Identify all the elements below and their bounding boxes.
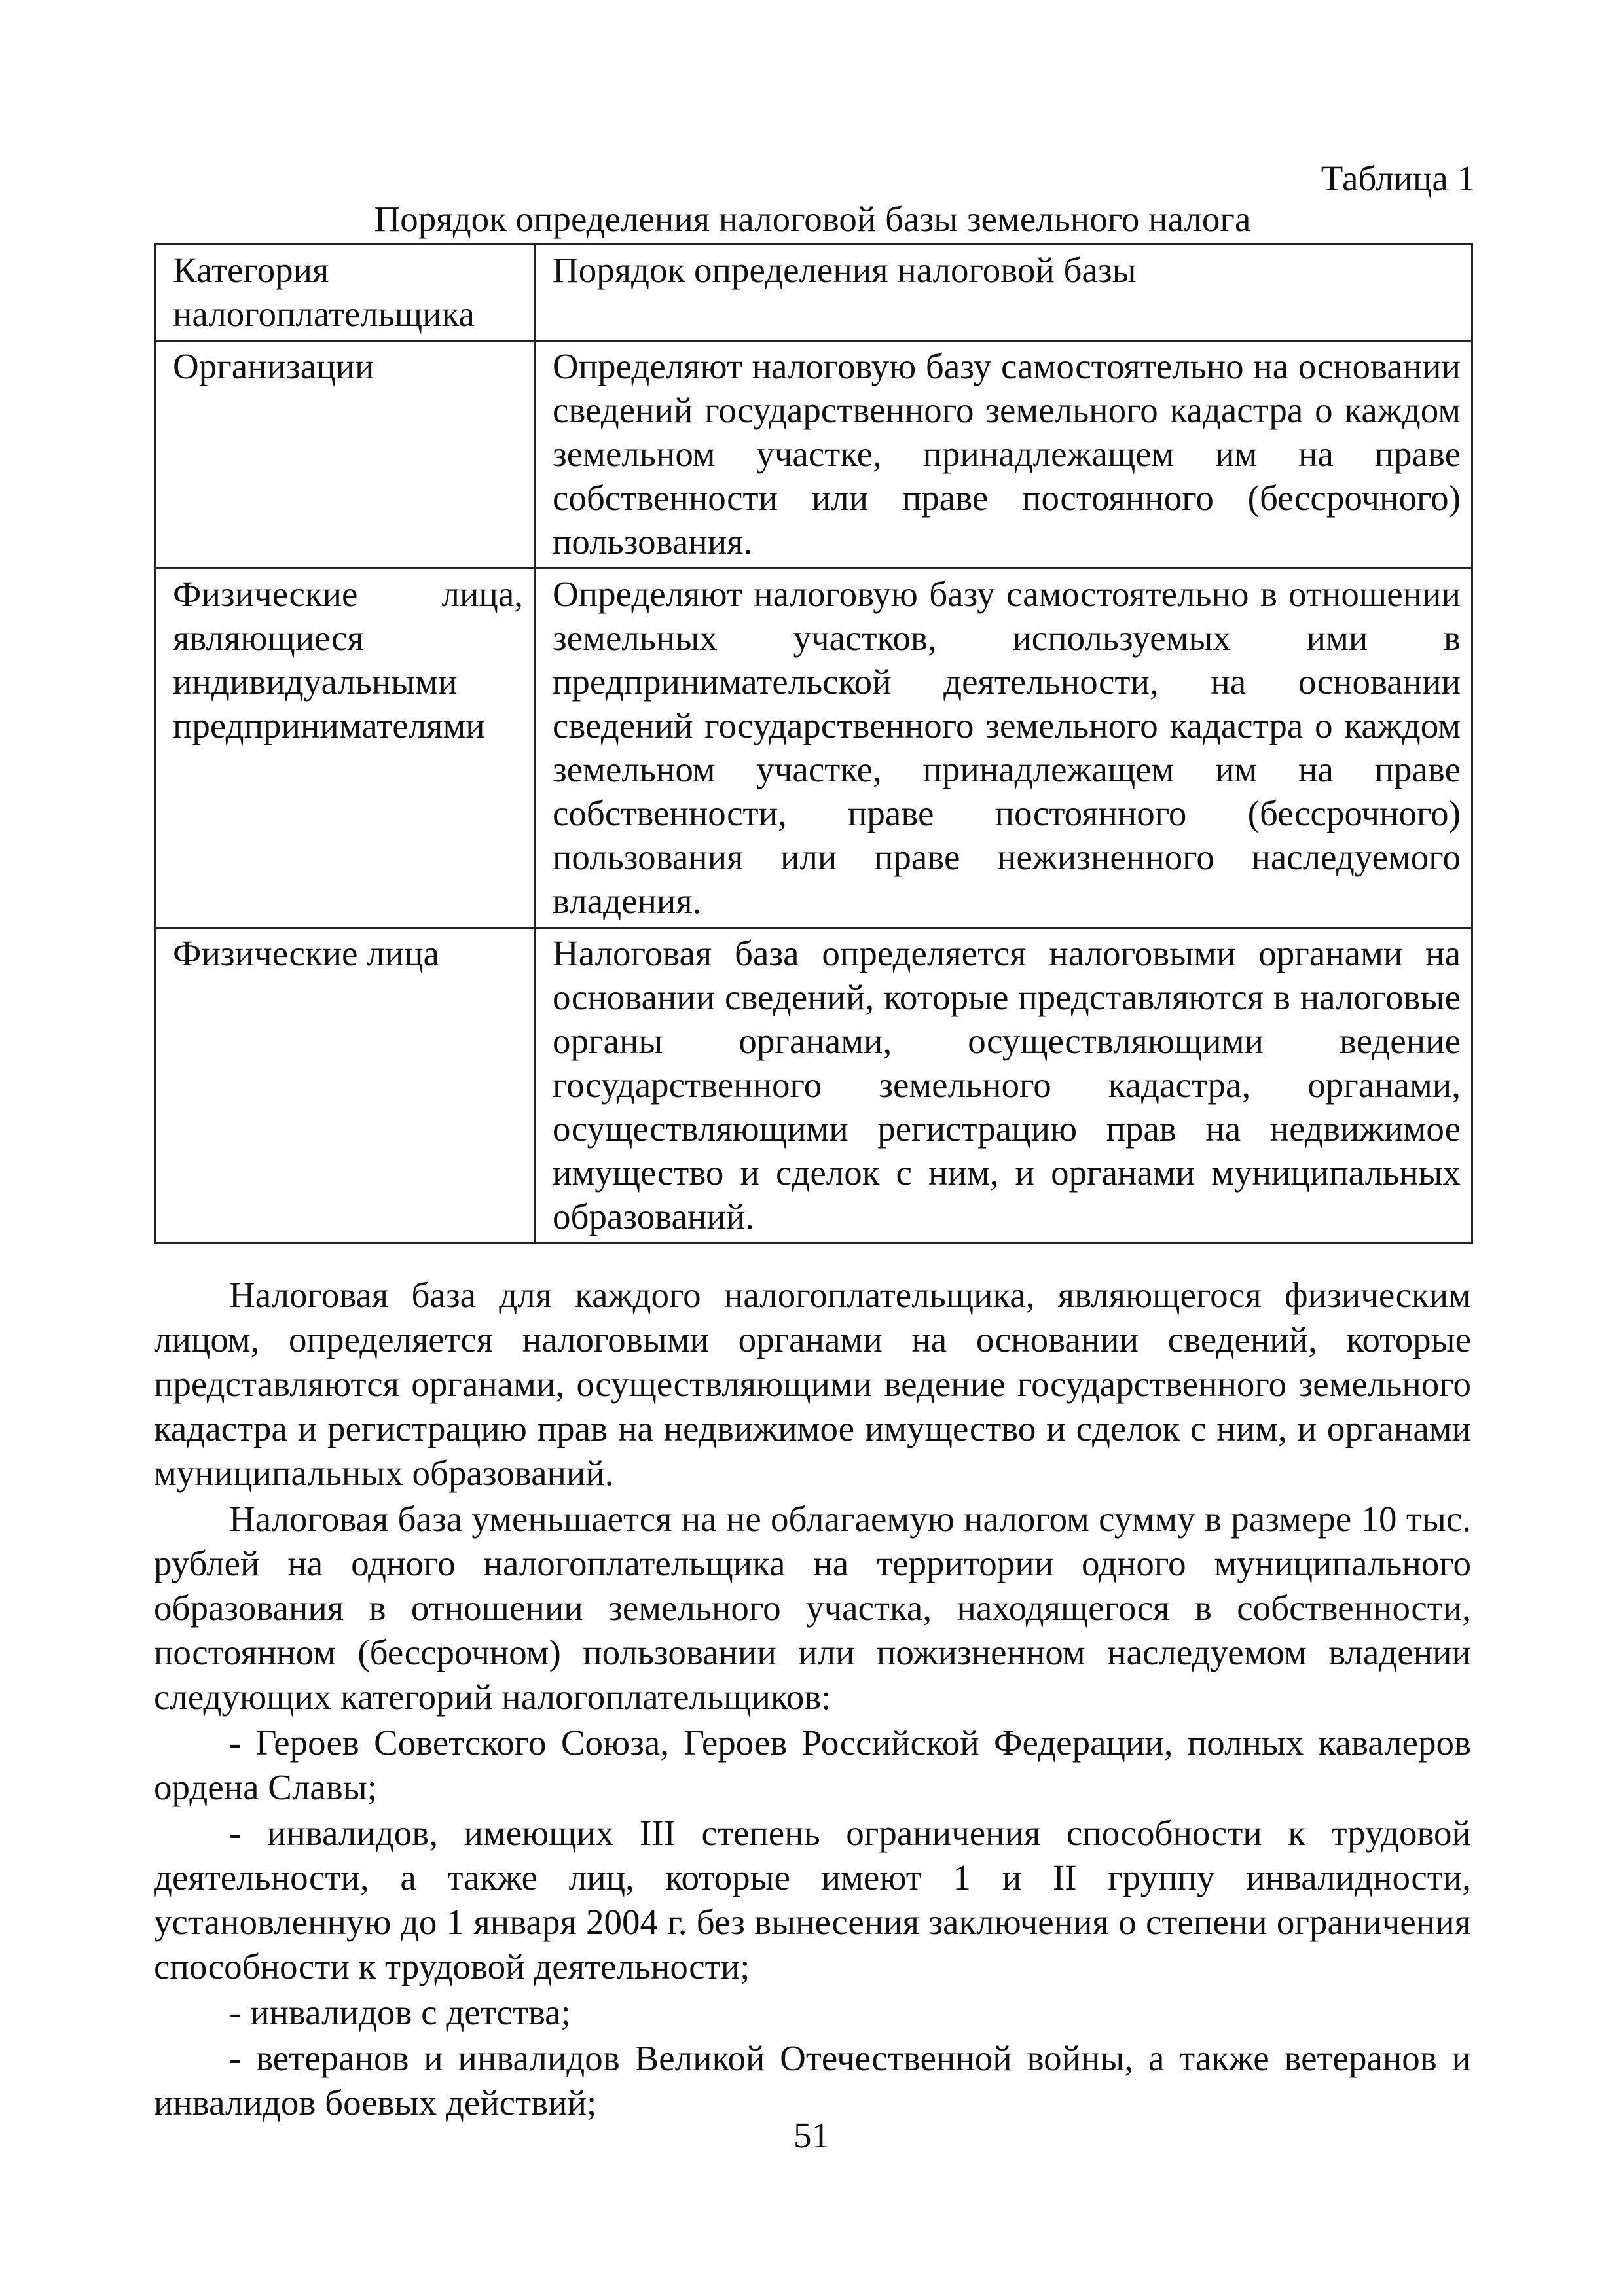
table-row [155, 569, 1472, 928]
list-item: - Героев Советского Союза, Героев Российской Федерации, полных кавалеров ордена Славы; [154, 1723, 1471, 1807]
body-text [154, 1273, 1471, 2126]
row-category: Физические лица, являющиеся индивидуальными предпринимателями [155, 569, 535, 928]
row-category: Физические лица [155, 928, 535, 1244]
table-row [155, 928, 1472, 1244]
list-item: - инвалидов с детства; [229, 1992, 571, 2032]
header-procedure: Порядок определения налоговой базы [535, 245, 1472, 341]
row-procedure: Определяют налоговую базу самостоятельно в отношении земельных участков, используемых ими в предпринимательской деятельности, на основании сведений государственного земельного кадастра о каждом земельном участке, принадлежащем им на праве собственности, праве постоянного (бессрочного) пользования или праве нежизненного наследуемого владения. [535, 569, 1472, 928]
paragraph: Налоговая база для каждого налогоплательщика, являющегося физическим лицом, определяется налоговыми органами на основании сведений, которые представляются органами, осуществляющими ведение государственного земельного кадастра и регистрацию прав на недвижимое имущество и сделок с ним, и органами муниципальных образований. [154, 1275, 1471, 1493]
table-header-row [155, 245, 1472, 341]
list-item: - ветеранов и инвалидов Великой Отечественной войны, а также ветеранов и инвалидов боевых действий; [154, 2038, 1471, 2123]
page-number: 51 [793, 2115, 830, 2155]
table-row [155, 341, 1472, 569]
row-category: Организации [155, 341, 535, 569]
list-item: - инвалидов, имеющих III степень ограничения способности к трудовой деятельности, а также лиц, которые имеют 1 и II группу инвалидности, установленную до 1 января 2004 г. без вынесения заключения о степени ограничения способности к трудовой деятельности; [154, 1813, 1471, 1986]
table-label: Таблица 1 [1321, 158, 1475, 198]
row-procedure: Определяют налоговую базу самостоятельно на основании сведений государственного земельного кадастра о каждом земельном участке, принадлежащем им на праве собственности или праве постоянного (бессрочного) пользования. [535, 341, 1472, 569]
paragraph: Налоговая база уменьшается на не облагаемую налогом сумму в размере 10 тыс. рублей на одного налогоплательщика на территории одного муниципального образования в отношении земельного участка, находящегося в собственности, постоянном (бессрочном) пользовании или пожизненном наследуемом владении следующих категорий налогоплательщиков: [154, 1499, 1471, 1717]
row-procedure: Налоговая база определяется налоговыми органами на основании сведений, которые представляются в налоговые органы органами, осуществляющими ведение государственного земельного кадастра, органами, осуществляющими регистрацию прав на недвижимое имущество и сделок с ним, и органами муниципальных образований. [535, 928, 1472, 1244]
tax-base-table [154, 243, 1473, 1244]
table-title: Порядок определения налоговой базы земельного налога [374, 199, 1251, 239]
header-category: Категория налогоплательщика [155, 245, 535, 341]
